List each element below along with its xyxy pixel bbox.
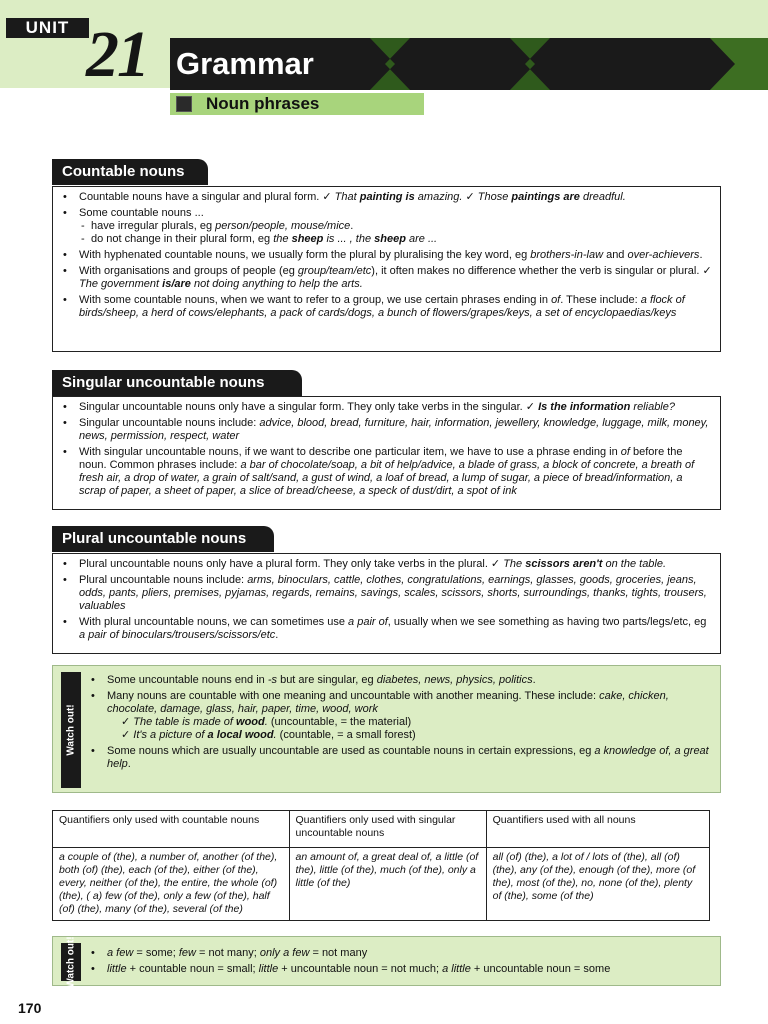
page-number: 170 (18, 1000, 42, 1016)
list-item: • With some countable nouns, when we want to refer to a group, we use certain phrases ending in of. These include: a flock of birds/sheep, a herd of cows/elephants, a pack of cards/dogs, a bunch of flowers/grapes/keys, a set of encyclopaedias/keys (79, 294, 712, 320)
table-header: Quantifiers used with all nouns (486, 811, 709, 848)
list-item: • Countable nouns have a singular and plural form. ✓ That painting is amazing. ✓ Those paintings are dreadful. (79, 191, 712, 204)
watch-out-box (52, 665, 721, 793)
section-singular-uncountable (52, 396, 721, 510)
list-item: • Many nouns are countable with one meaning and uncountable with another meaning. These include: cake, chicken, chocolate, damage, glass, hair, paper, time, wood, work ✓ The table is made of wood. (uncountable, = the material) ✓ It's a picture of a local wood. (countable, = a small forest) (107, 690, 710, 742)
quantifiers-table (52, 810, 710, 921)
countable-list (53, 187, 720, 327)
watch-out-label: Watch out! (61, 943, 81, 981)
section-tab-singular-uncountable: Singular uncountable nouns (52, 370, 302, 396)
section-plural-uncountable (52, 553, 721, 654)
section-tab-countable: Countable nouns (52, 159, 208, 185)
list-item: • little + countable noun = small; little + uncountable noun = not much; a little + uncountable noun = some (107, 963, 710, 976)
unit-number: 21 (86, 18, 148, 91)
section-tab-plural-uncountable: Plural uncountable nouns (52, 526, 274, 552)
page-subtitle: Noun phrases (206, 94, 320, 113)
list-item: • With plural uncountable nouns, we can sometimes use a pair of, usually when we see something as having two parts/legs/etc, eg a pair of binoculars/trousers/scissors/etc. (79, 616, 712, 642)
list-item: • With hyphenated countable nouns, we usually form the plural by pluralising the key word, eg brothers-in-law and over-achievers. (79, 249, 712, 262)
list-item: • Some nouns which are usually uncountable are used as countable nouns in certain expressions, eg a knowledge of, a great help. (107, 745, 710, 771)
page-title: Grammar (176, 46, 314, 81)
list-item: • Some uncountable nouns end in -s but are singular, eg diabetes, news, physics, politics. (107, 674, 710, 687)
list-item: • With organisations and groups of people (eg group/team/etc), it often makes no difference whether the verb is singular or plural. ✓ The government is/are not doing anything to help the arts. (79, 265, 712, 291)
plural-uncountable-list (53, 554, 720, 649)
table-row (53, 848, 710, 921)
list-item: • Some countable nouns ... - have irregular plurals, eg person/people, mouse/mice. - do not change in their plural form, eg the sheep is ... , the sheep are ... (79, 207, 712, 246)
table-header: Quantifiers only used with countable nouns (53, 811, 290, 848)
list-item: • Singular uncountable nouns only have a singular form. They only take verbs in the singular. ✓ Is the information reliable? (79, 401, 712, 414)
table-header: Quantifiers only used with singular uncountable nouns (289, 811, 486, 848)
table-cell: an amount of, a great deal of, a little (of the), little (of the), much (of the), only a little (of the) (289, 848, 486, 921)
section-countable (52, 186, 721, 352)
table-cell: a couple of (the), a number of, another (of the), both (of) (the), each (of the), either (of the), every, neither (of the), the entire, the whole (of) (the), ( a) few (of the), only a few (of the), half (of) (the), many (of the), several (of the) (53, 848, 290, 921)
unit-label: UNIT (6, 18, 89, 38)
list-item: • Plural uncountable nouns only have a plural form. They only take verbs in the plural. ✓ The scissors aren't on the table. (79, 558, 712, 571)
table-header-row (53, 811, 710, 848)
watch-out-list (53, 666, 720, 780)
list-item: • a few = some; few = not many; only a few = not many (107, 947, 710, 960)
watch-out-list-2 (53, 937, 720, 985)
list-item: • Plural uncountable nouns include: arms, binoculars, cattle, clothes, congratulations, earnings, glasses, goods, groceries, jeans, odds, pants, pliers, premises, pyjamas, regards, remains, savings, scales, scissors, shorts, surroundings, thanks, tights, trousers, valuables (79, 574, 712, 613)
watch-out-box-2 (52, 936, 721, 986)
singular-uncountable-list (53, 397, 720, 505)
list-item: • Singular uncountable nouns include: advice, blood, bread, furniture, hair, information, jewellery, knowledge, luggage, milk, money, news, permission, respect, water (79, 417, 712, 443)
table-cell: all (of) (the), a lot of / lots of (the), all (of) (the), any (of the), enough (of the), more (of the), most (of the), no, none (of the), plenty of (the), some (of the) (486, 848, 709, 921)
section-icon (176, 96, 192, 112)
watch-out-label: Watch out! (61, 672, 81, 788)
list-item: • With singular uncountable nouns, if we want to describe one particular item, we have to use a phrase ending in of before the noun. Common phrases include: a bar of chocolate/soap, a bit of help/advice, a blade of grass, a block of concrete, a breath of fresh air, a drop of water, a grain of salt/sand, a gust of wind, a loaf of bread, a lump of sugar, a piece of bread/information, a scrap of paper, a sheet of paper, a slice of bread/cheese, a speck of dust/dirt, a spot of ink (79, 446, 712, 498)
